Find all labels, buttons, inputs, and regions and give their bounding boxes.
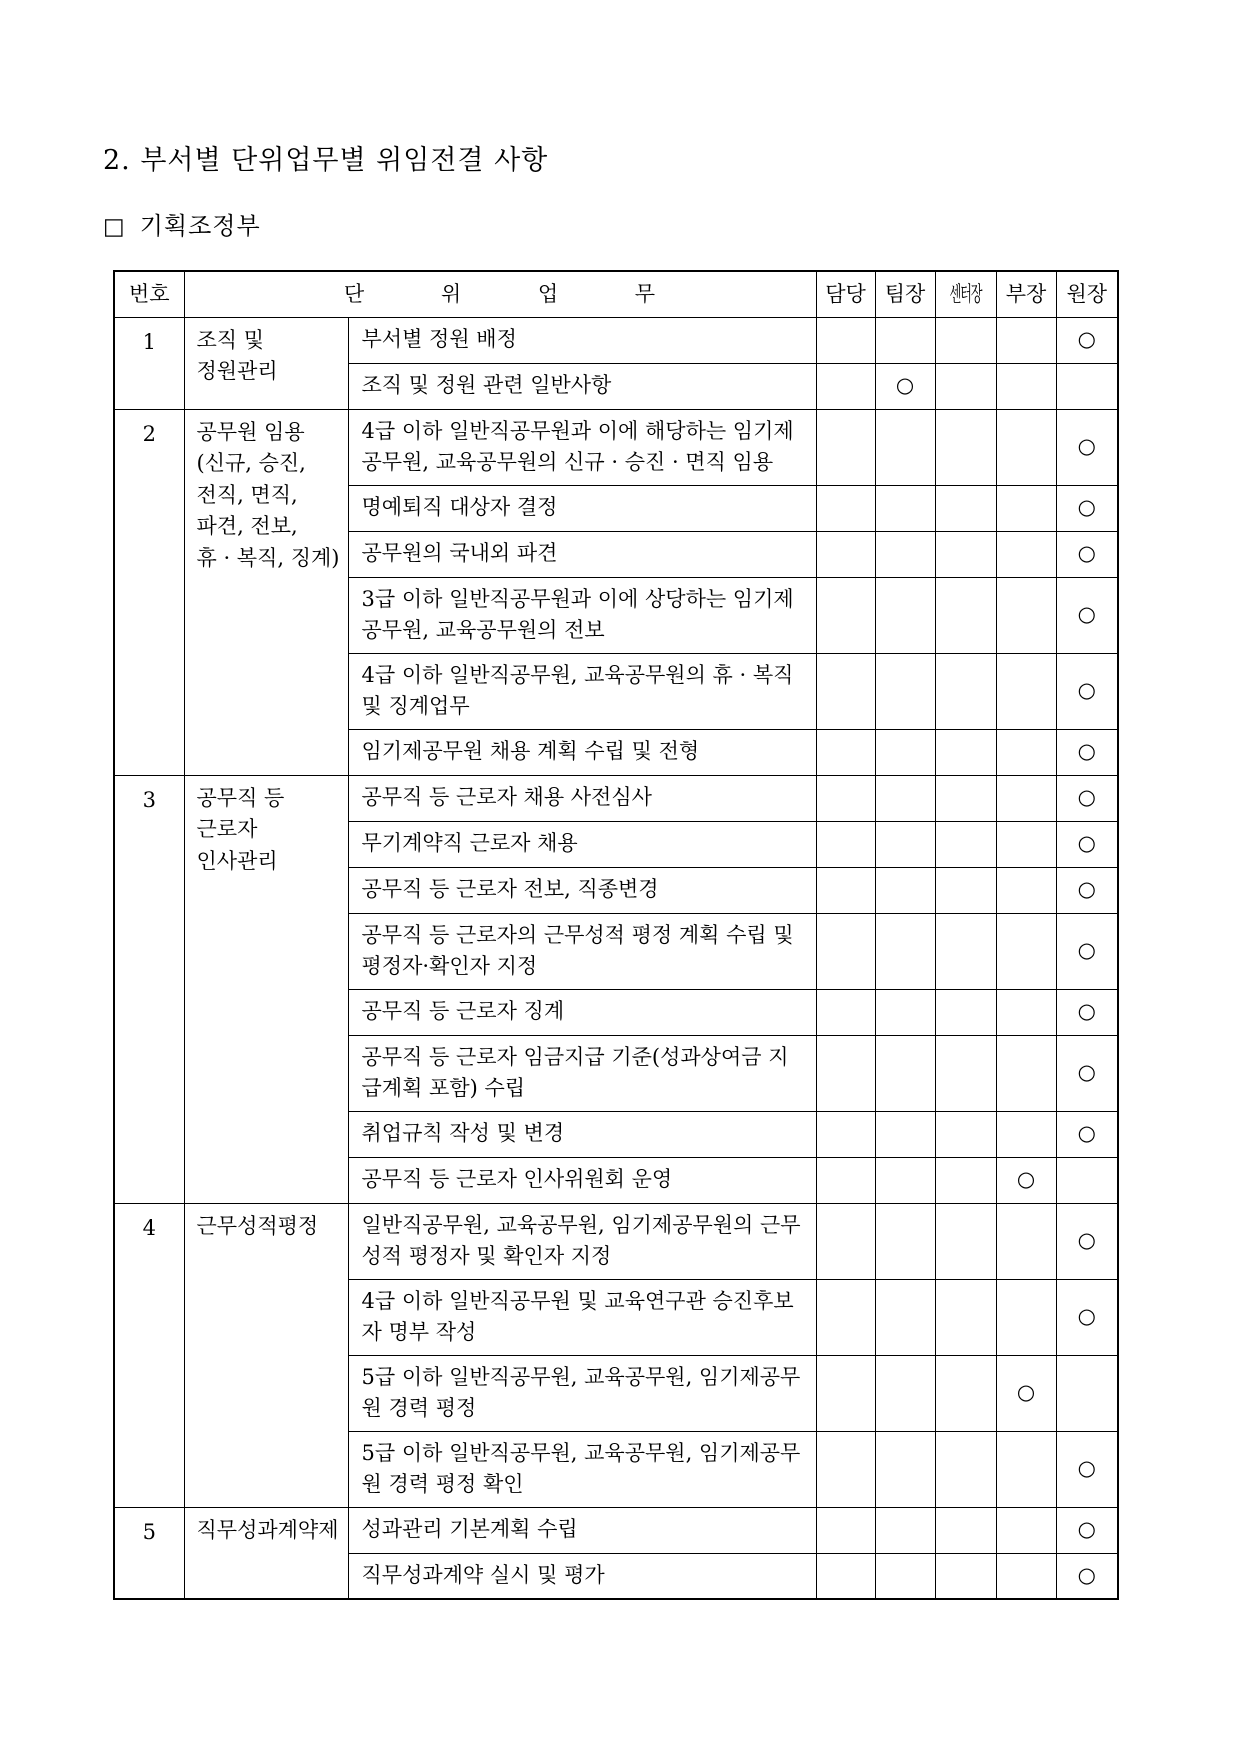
- approval-empty-cell: [816, 1507, 875, 1553]
- approval-empty-cell: [935, 531, 996, 577]
- header-approver-centerjang: [935, 271, 996, 317]
- delegation-table: [113, 270, 1119, 1600]
- approval-empty-cell: [875, 577, 935, 653]
- approval-circle-cell: ○: [1056, 1203, 1118, 1279]
- approval-empty-cell: [996, 1507, 1056, 1553]
- approval-empty-cell: [875, 729, 935, 775]
- approval-empty-cell: [875, 1355, 935, 1431]
- approval-empty-cell: [816, 913, 875, 989]
- section-heading: [103, 206, 261, 241]
- approval-empty-cell: [935, 577, 996, 653]
- approval-empty-cell: [935, 653, 996, 729]
- approval-circle-cell: ○: [1056, 1035, 1118, 1111]
- header-approver-damdang: 담당: [816, 271, 875, 317]
- approval-circle-cell: ○: [1056, 1553, 1118, 1599]
- approval-circle-cell: ○: [1056, 1279, 1118, 1355]
- approval-empty-cell: [935, 317, 996, 363]
- task-cell: 공무직 등 근로자 전보, 직종변경: [348, 867, 816, 913]
- approval-empty-cell: [935, 1111, 996, 1157]
- approval-circle-cell: ○: [996, 1355, 1056, 1431]
- approval-empty-cell: [935, 363, 996, 409]
- task-cell: 임기제공무원 채용 계획 수립 및 전형: [348, 729, 816, 775]
- approval-empty-cell: [816, 821, 875, 867]
- approval-empty-cell: [875, 1553, 935, 1599]
- approval-empty-cell: [875, 317, 935, 363]
- approval-empty-cell: [1056, 363, 1118, 409]
- approval-empty-cell: [875, 1111, 935, 1157]
- task-cell: 성과관리 기본계획 수립: [348, 1507, 816, 1553]
- approval-empty-cell: [935, 775, 996, 821]
- task-cell: 무기계약직 근로자 채용: [348, 821, 816, 867]
- approval-circle-cell: ○: [1056, 729, 1118, 775]
- category-cell: 직무성과계약제: [184, 1507, 348, 1599]
- approval-empty-cell: [996, 1035, 1056, 1111]
- approval-empty-cell: [935, 1355, 996, 1431]
- page-title: 2. 부서별 단위업무별 위임전결 사항: [103, 145, 549, 176]
- approval-circle-cell: ○: [1056, 775, 1118, 821]
- row-number-cell: 3: [114, 775, 184, 1203]
- task-cell: 일반직공무원, 교육공무원, 임기제공무원의 근무성적 평정자 및 확인자 지정: [348, 1203, 816, 1279]
- approval-empty-cell: [875, 1035, 935, 1111]
- task-cell: 조직 및 정원 관련 일반사항: [348, 363, 816, 409]
- approval-empty-cell: [816, 1279, 875, 1355]
- approval-empty-cell: [996, 1203, 1056, 1279]
- approval-empty-cell: [996, 1553, 1056, 1599]
- approval-circle-cell: ○: [1056, 867, 1118, 913]
- approval-empty-cell: [996, 409, 1056, 485]
- approval-empty-cell: [996, 577, 1056, 653]
- approval-empty-cell: [816, 317, 875, 363]
- table-row: [114, 1203, 1118, 1279]
- approval-empty-cell: [935, 1203, 996, 1279]
- delegation-table-container: [113, 270, 1119, 1600]
- approval-empty-cell: [935, 1431, 996, 1507]
- task-cell: 공무직 등 근로자 임금지급 기준(성과상여금 지급계획 포함) 수립: [348, 1035, 816, 1111]
- approval-circle-cell: ○: [1056, 653, 1118, 729]
- task-cell: 공무원의 국내외 파견: [348, 531, 816, 577]
- task-cell: 부서별 정원 배정: [348, 317, 816, 363]
- approval-empty-cell: [816, 409, 875, 485]
- row-number-cell: 1: [114, 317, 184, 409]
- approval-empty-cell: [875, 913, 935, 989]
- approval-empty-cell: [816, 729, 875, 775]
- category-cell: 근무성적평정: [184, 1203, 348, 1507]
- approval-empty-cell: [875, 1157, 935, 1203]
- approval-empty-cell: [875, 485, 935, 531]
- approval-empty-cell: [875, 867, 935, 913]
- approval-empty-cell: [996, 989, 1056, 1035]
- table-body: [114, 317, 1118, 1599]
- table-row: [114, 317, 1118, 363]
- approval-empty-cell: [996, 729, 1056, 775]
- task-cell: 3급 이하 일반직공무원과 이에 상당하는 임기제공무원, 교육공무원의 전보: [348, 577, 816, 653]
- task-cell: 5급 이하 일반직공무원, 교육공무원, 임기제공무원 경력 평정 확인: [348, 1431, 816, 1507]
- task-cell: 4급 이하 일반직공무원, 교육공무원의 휴 · 복직 및 징계업무: [348, 653, 816, 729]
- task-cell: 공무직 등 근로자의 근무성적 평정 계획 수립 및 평정자·확인자 지정: [348, 913, 816, 989]
- task-cell: 5급 이하 일반직공무원, 교육공무원, 임기제공무원 경력 평정: [348, 1355, 816, 1431]
- header-approver-wonjang: 원장: [1056, 271, 1118, 317]
- header-approver-centerjang-label: 센터장: [949, 281, 982, 306]
- approval-empty-cell: [816, 653, 875, 729]
- approval-empty-cell: [935, 409, 996, 485]
- approval-empty-cell: [875, 1431, 935, 1507]
- approval-circle-cell: ○: [996, 1157, 1056, 1203]
- approval-empty-cell: [875, 1507, 935, 1553]
- approval-empty-cell: [996, 821, 1056, 867]
- square-bullet-icon: □: [103, 214, 126, 240]
- table-row: [114, 409, 1118, 485]
- approval-empty-cell: [816, 775, 875, 821]
- approval-empty-cell: [996, 1279, 1056, 1355]
- section-title: 기획조정부: [139, 212, 261, 240]
- header-unit-task: 단 위 업 무: [184, 271, 816, 317]
- approval-empty-cell: [935, 485, 996, 531]
- header-approver-bujang: 부장: [996, 271, 1056, 317]
- approval-circle-cell: ○: [1056, 989, 1118, 1035]
- approval-empty-cell: [816, 1203, 875, 1279]
- approval-empty-cell: [935, 1553, 996, 1599]
- category-cell: 공무원 임용 (신규, 승진, 전직, 면직, 파견, 전보, 휴 · 복직, 징계): [184, 409, 348, 775]
- approval-empty-cell: [816, 867, 875, 913]
- task-cell: 공무직 등 근로자 징계: [348, 989, 816, 1035]
- approval-empty-cell: [1056, 1355, 1118, 1431]
- task-cell: 4급 이하 일반직공무원 및 교육연구관 승진후보자 명부 작성: [348, 1279, 816, 1355]
- task-cell: 4급 이하 일반직공무원과 이에 해당하는 임기제공무원, 교육공무원의 신규 · 승진 · 면직 임용: [348, 409, 816, 485]
- table-header-row: [114, 271, 1118, 317]
- approval-empty-cell: [996, 913, 1056, 989]
- approval-empty-cell: [935, 989, 996, 1035]
- approval-empty-cell: [996, 653, 1056, 729]
- approval-empty-cell: [996, 775, 1056, 821]
- approval-circle-cell: ○: [1056, 821, 1118, 867]
- approval-empty-cell: [875, 531, 935, 577]
- approval-empty-cell: [996, 1431, 1056, 1507]
- row-number-cell: 2: [114, 409, 184, 775]
- approval-empty-cell: [816, 1111, 875, 1157]
- approval-circle-cell: ○: [1056, 1111, 1118, 1157]
- approval-circle-cell: ○: [875, 363, 935, 409]
- category-cell: 공무직 등 근로자 인사관리: [184, 775, 348, 1203]
- approval-empty-cell: [935, 1035, 996, 1111]
- approval-empty-cell: [996, 485, 1056, 531]
- approval-empty-cell: [875, 409, 935, 485]
- approval-empty-cell: [996, 363, 1056, 409]
- approval-empty-cell: [816, 363, 875, 409]
- approval-empty-cell: [875, 821, 935, 867]
- approval-empty-cell: [875, 1279, 935, 1355]
- table-row: [114, 1507, 1118, 1553]
- task-cell: 취업규칙 작성 및 변경: [348, 1111, 816, 1157]
- approval-empty-cell: [875, 653, 935, 729]
- task-cell: 명예퇴직 대상자 결정: [348, 485, 816, 531]
- approval-empty-cell: [996, 531, 1056, 577]
- task-cell: 공무직 등 근로자 인사위원회 운영: [348, 1157, 816, 1203]
- header-no: 번호: [114, 271, 184, 317]
- approval-empty-cell: [996, 1111, 1056, 1157]
- row-number-cell: 5: [114, 1507, 184, 1599]
- approval-empty-cell: [816, 1157, 875, 1203]
- approval-circle-cell: ○: [1056, 913, 1118, 989]
- approval-empty-cell: [996, 317, 1056, 363]
- task-cell: 직무성과계약 실시 및 평가: [348, 1553, 816, 1599]
- approval-circle-cell: ○: [1056, 317, 1118, 363]
- approval-empty-cell: [1056, 1157, 1118, 1203]
- approval-empty-cell: [996, 867, 1056, 913]
- approval-empty-cell: [935, 867, 996, 913]
- approval-empty-cell: [935, 1157, 996, 1203]
- approval-empty-cell: [816, 531, 875, 577]
- approval-circle-cell: ○: [1056, 1507, 1118, 1553]
- approval-empty-cell: [935, 1279, 996, 1355]
- approval-empty-cell: [935, 821, 996, 867]
- approval-empty-cell: [816, 485, 875, 531]
- approval-empty-cell: [935, 913, 996, 989]
- category-cell: 조직 및 정원관리: [184, 317, 348, 409]
- approval-circle-cell: ○: [1056, 409, 1118, 485]
- approval-empty-cell: [816, 1431, 875, 1507]
- approval-empty-cell: [816, 1035, 875, 1111]
- approval-empty-cell: [935, 729, 996, 775]
- approval-empty-cell: [935, 1507, 996, 1553]
- approval-circle-cell: ○: [1056, 485, 1118, 531]
- approval-empty-cell: [816, 1553, 875, 1599]
- task-cell: 공무직 등 근로자 채용 사전심사: [348, 775, 816, 821]
- approval-circle-cell: ○: [1056, 577, 1118, 653]
- approval-empty-cell: [816, 989, 875, 1035]
- approval-empty-cell: [875, 1203, 935, 1279]
- approval-empty-cell: [816, 1355, 875, 1431]
- approval-empty-cell: [875, 989, 935, 1035]
- approval-circle-cell: ○: [1056, 531, 1118, 577]
- table-row: [114, 775, 1118, 821]
- row-number-cell: 4: [114, 1203, 184, 1507]
- approval-circle-cell: ○: [1056, 1431, 1118, 1507]
- header-approver-timjang: 팀장: [875, 271, 935, 317]
- approval-empty-cell: [875, 775, 935, 821]
- approval-empty-cell: [816, 577, 875, 653]
